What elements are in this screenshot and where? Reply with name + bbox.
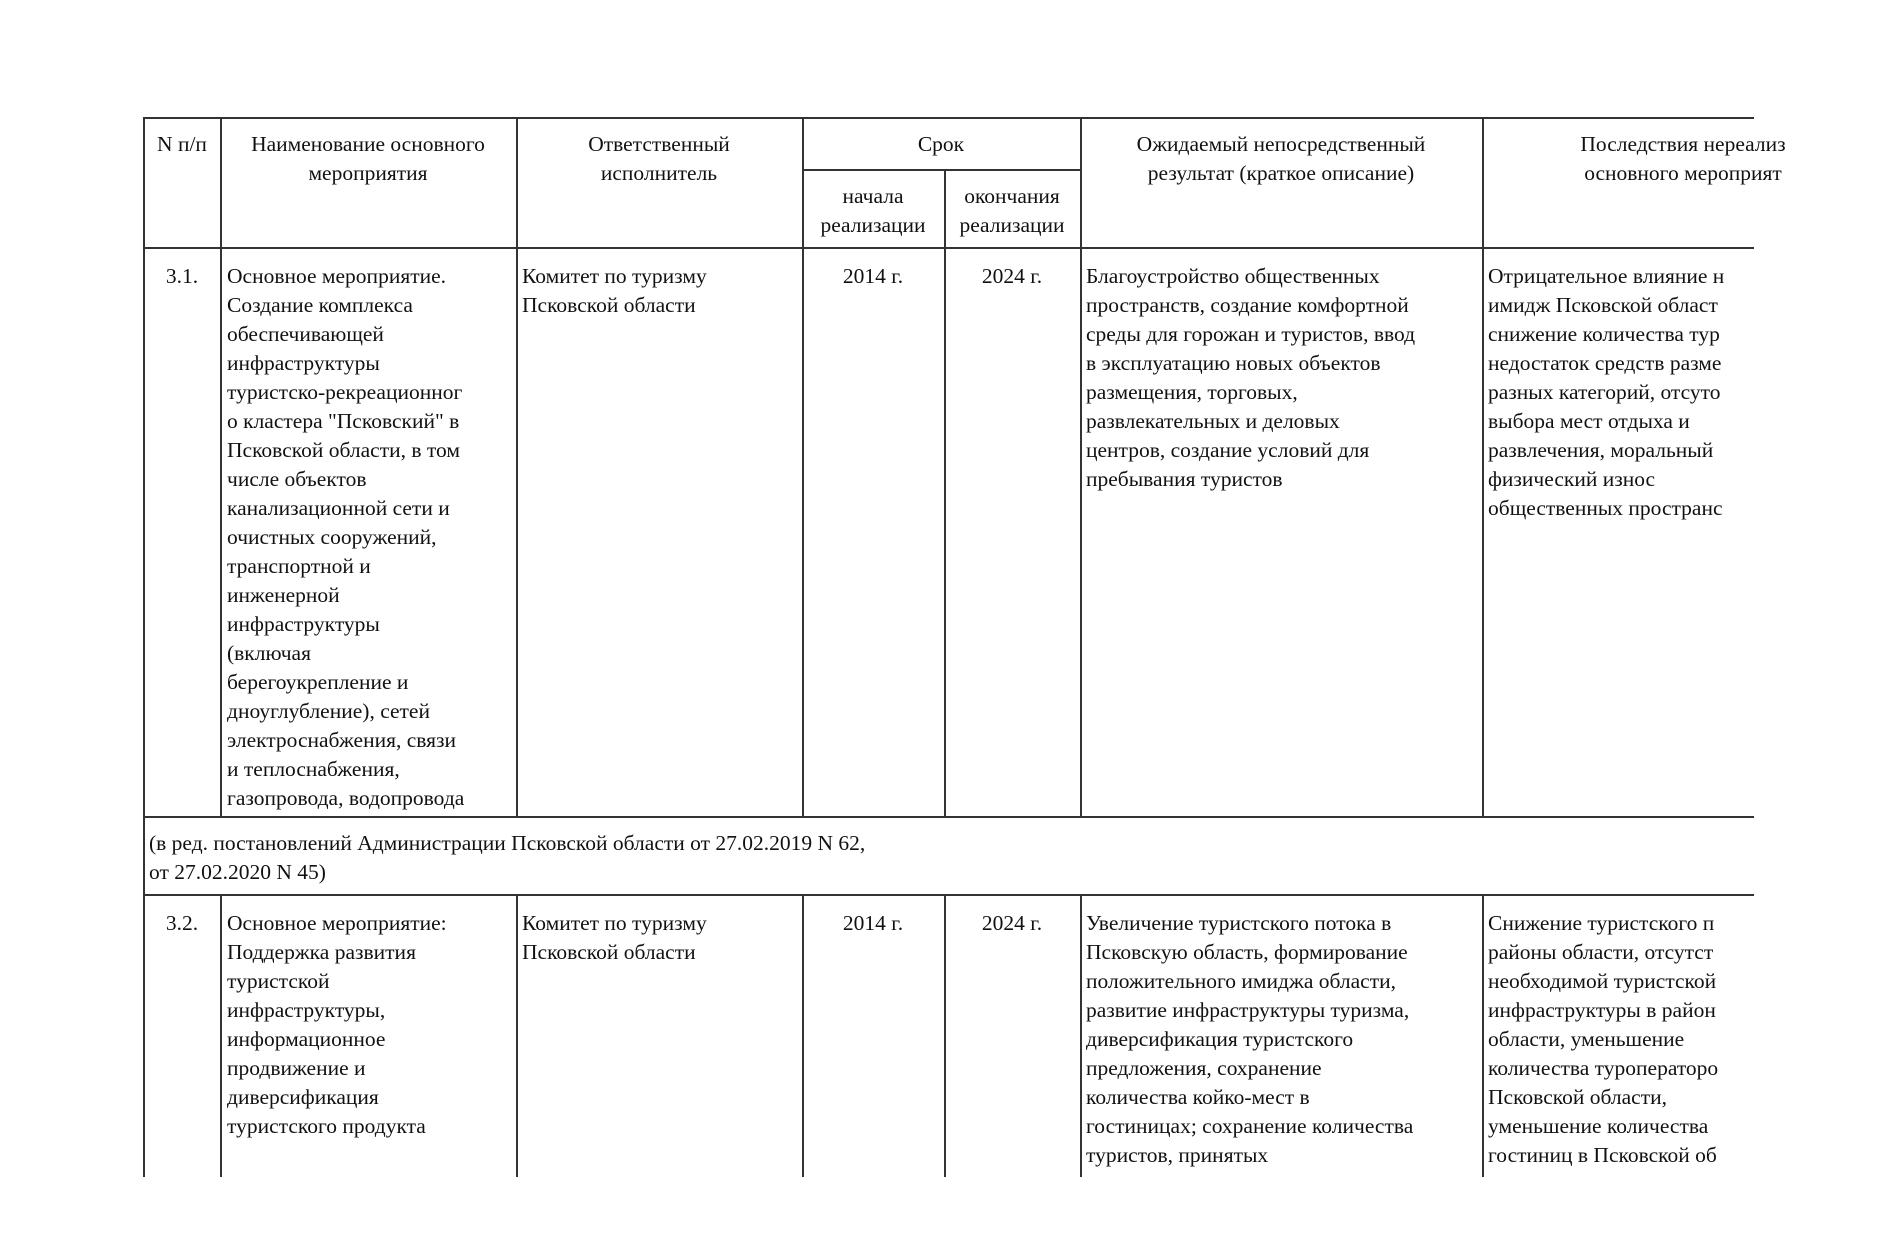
note-top-border [143, 816, 1754, 818]
text-line: Псковской области, в том [227, 438, 460, 462]
text-line: дноуглубление), сетей [227, 699, 430, 723]
text-line: Поддержка развития [227, 940, 416, 964]
row-start [802, 909, 944, 938]
text-line: реализации [820, 213, 926, 237]
row-result [1086, 909, 1413, 1170]
text-line: Создание комплекса [227, 293, 413, 317]
text-line: количества туроператоро [1488, 1056, 1719, 1080]
text-line: развлечения, моральный [1488, 438, 1714, 462]
text-line: очистных сооружений, [227, 525, 437, 549]
text-line: берегоукрепление и [227, 670, 409, 694]
text-line: информационное [227, 1027, 386, 1051]
text-line: гостиниц в Псковской об [1488, 1143, 1717, 1167]
col-border [1482, 894, 1484, 1177]
text-line: недостаток средств разме [1488, 351, 1722, 375]
text-line: результат (краткое описание) [1147, 161, 1415, 185]
text-line: гостиницах; сохранение количества [1086, 1114, 1414, 1138]
row-num [143, 909, 221, 938]
col-border [1482, 117, 1484, 817]
row-executor [522, 262, 707, 320]
text-line: Отрицательное влияние н [1488, 264, 1725, 288]
text-line: N п/п [157, 132, 207, 156]
header-result [1080, 130, 1482, 188]
text-line: физический износ [1488, 467, 1656, 491]
text-line: (в ред. постановлений Администрации Псковской области от 27.02.2019 N 62, [149, 831, 866, 855]
text-line: Псковской области, [1488, 1085, 1667, 1109]
text-line: мероприятия [308, 161, 428, 185]
amendment-note [149, 829, 865, 887]
text-line: развитие инфраструктуры туризма, [1086, 998, 1410, 1022]
text-line: Срок [917, 132, 965, 156]
text-line: обеспечивающей [227, 322, 384, 346]
text-line: пребывания туристов [1086, 467, 1283, 491]
text-line: и теплоснабжения, [227, 757, 400, 781]
text-line: положительного имиджа области, [1086, 969, 1396, 993]
header-consequences [1482, 130, 1884, 188]
text-line: пространств, создание комфортной [1086, 293, 1409, 317]
text-line: инфраструктуры, [227, 998, 386, 1022]
header-start [802, 182, 944, 240]
text-line: уменьшение количества [1488, 1114, 1709, 1138]
text-line: инженерной [227, 583, 340, 607]
text-line: туристского продукта [227, 1114, 426, 1138]
text-line: Псковской области [522, 940, 696, 964]
header-end [944, 182, 1080, 240]
text-line: среды для горожан и туристов, ввод [1086, 322, 1416, 346]
text-line: Благоустройство общественных [1086, 264, 1380, 288]
text-line: инфраструктуры [227, 612, 380, 636]
row-consequences [1488, 909, 1718, 1170]
text-line: выбора мест отдыха и [1488, 409, 1690, 433]
row-result [1086, 262, 1415, 494]
text-line: начала [842, 184, 904, 208]
text-line: исполнитель [600, 161, 718, 185]
text-line: канализационной сети и [227, 496, 450, 520]
row-consequences [1488, 262, 1724, 523]
text-line: Ожидаемый непосредственный [1136, 132, 1426, 156]
col-border [1080, 117, 1082, 817]
table-top-border [143, 117, 1754, 119]
text-line: области, уменьшение [1488, 1027, 1685, 1051]
text-line: реализации [959, 213, 1065, 237]
text-line: 2014 г. [842, 911, 904, 935]
text-line: диверсификация туристского [1086, 1027, 1354, 1051]
text-line: газопровода, водопровода [227, 786, 465, 810]
text-line: Увеличение туристского потока в [1086, 911, 1392, 935]
text-line: числе объектов [227, 467, 367, 491]
text-line: диверсификация [227, 1085, 379, 1109]
text-line: о кластера "Псковский" в [227, 409, 460, 433]
text-line: Основное мероприятие. [227, 264, 447, 288]
text-line: электроснабжения, связи [227, 728, 457, 752]
header-num [143, 130, 221, 159]
row-end [944, 909, 1080, 938]
text-line: общественных пространс [1488, 496, 1723, 520]
text-line: инфраструктуры в район [1488, 998, 1716, 1022]
text-line: продвижение и [227, 1056, 366, 1080]
header-name [220, 130, 516, 188]
row-name [227, 909, 447, 1141]
text-line: основного мероприят [1584, 161, 1782, 185]
text-line: в эксплуатацию новых объектов [1086, 351, 1381, 375]
text-line: количества койко-мест в [1086, 1085, 1310, 1109]
text-line: окончания [964, 184, 1060, 208]
text-line: туристов, принятых [1086, 1143, 1269, 1167]
header-bottom-border [143, 247, 1754, 249]
text-line: Наименование основного [251, 132, 485, 156]
text-line: инфраструктуры [227, 351, 380, 375]
term-divider [802, 169, 1080, 171]
text-line: Снижение туристского п [1488, 911, 1715, 935]
text-line: от 27.02.2020 N 45) [149, 860, 326, 884]
header-executor [516, 130, 802, 188]
text-line: 2024 г. [981, 264, 1043, 288]
col-border [1080, 894, 1082, 1177]
text-line: Основное мероприятие: [227, 911, 447, 935]
text-line: 3.1. [165, 264, 199, 288]
row-name [227, 262, 464, 813]
text-line: размещения, торговых, [1086, 380, 1298, 404]
text-line: 2024 г. [981, 911, 1043, 935]
col-border [220, 117, 222, 817]
header-term [802, 130, 1080, 159]
text-line: развлекательных и деловых [1086, 409, 1340, 433]
text-line: Комитет по туризму [522, 911, 707, 935]
col-border [516, 894, 518, 1177]
row-start [802, 262, 944, 291]
text-line: Псковской области [522, 293, 696, 317]
col-border [516, 117, 518, 817]
text-line: необходимой туристской [1488, 969, 1717, 993]
text-line: Ответственный [588, 132, 730, 156]
text-line: туристско-рекреационног [227, 380, 463, 404]
text-line: центров, создание условий для [1086, 438, 1370, 462]
text-line: имидж Псковской област [1488, 293, 1718, 317]
text-line: районы области, отсутст [1488, 940, 1714, 964]
text-line: разных категорий, отсуто [1488, 380, 1721, 404]
text-line: Псковскую область, формирование [1086, 940, 1408, 964]
text-line: Комитет по туризму [522, 264, 707, 288]
text-line: снижение количества тур [1488, 322, 1720, 346]
row-2-top-border [143, 894, 1754, 896]
text-line: предложения, сохранение [1086, 1056, 1322, 1080]
row-num [143, 262, 221, 291]
text-line: туристской [227, 969, 330, 993]
row-executor [522, 909, 707, 967]
text-line: 2014 г. [842, 264, 904, 288]
text-line: Последствия нереализ [1580, 132, 1786, 156]
text-line: 3.2. [165, 911, 199, 935]
text-line: (включая [227, 641, 311, 665]
text-line: транспортной и [227, 554, 371, 578]
row-end [944, 262, 1080, 291]
